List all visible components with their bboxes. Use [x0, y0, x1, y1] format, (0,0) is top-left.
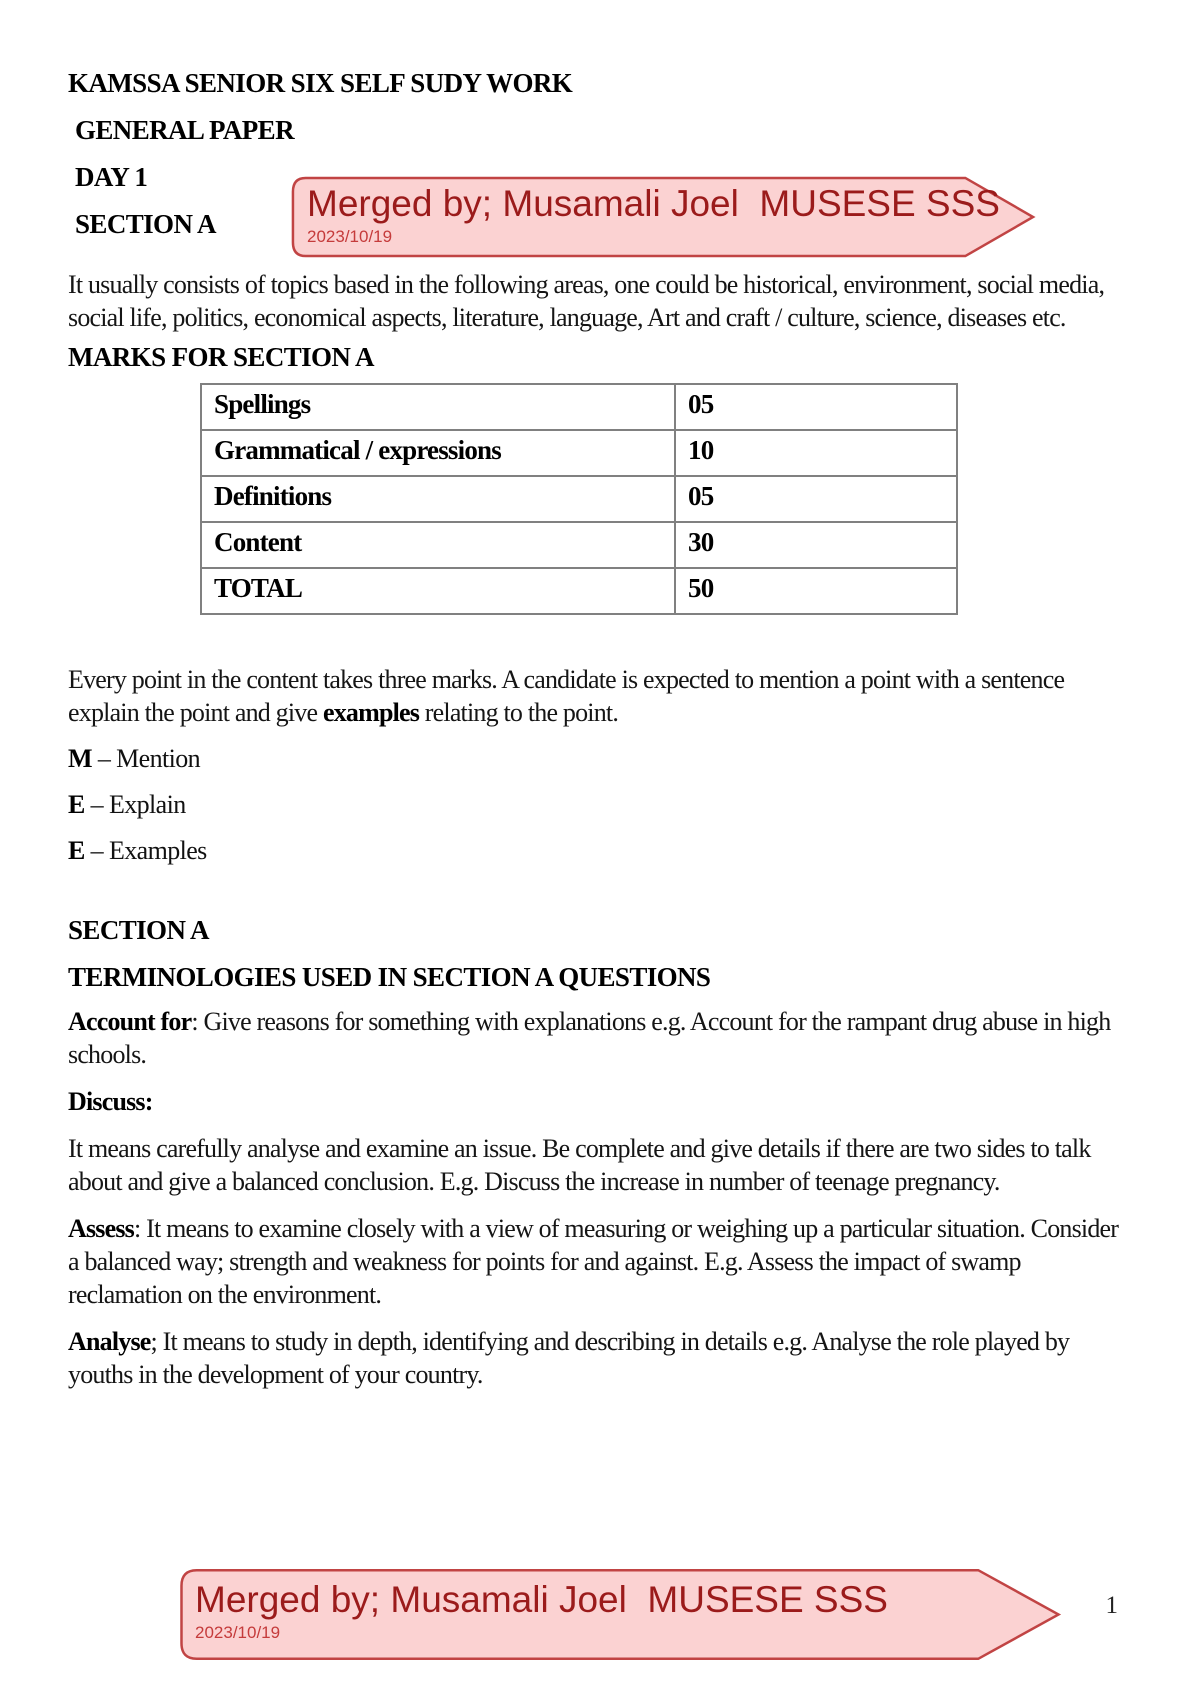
marks-row-value: 05	[675, 384, 957, 430]
marks-table	[200, 383, 958, 615]
note-text-after: relating to the point.	[419, 698, 619, 727]
doc-title: KAMSSA SENIOR SIX SELF SUDY WORK	[68, 68, 573, 98]
term-definition: It means carefully analyse and examine an issue. Be complete and give details if there are two sides to talk about and give a balanced conclusion. E.g. Discuss the increase in number of teenage pregnancy.	[68, 1134, 1091, 1196]
term-sep: :	[191, 1007, 204, 1036]
mee-letter: M	[68, 744, 92, 773]
marks-row-label: Definitions	[201, 476, 675, 522]
mee-letter: E	[68, 836, 85, 865]
term-assess	[68, 1212, 1124, 1311]
term-definition: It means to examine closely with a view of measuring or weighing up a particular situation. Consider a balanced way; strength and weakness for points for and against. E.g. Assess the impact of swamp reclamation on the environment.	[68, 1214, 1119, 1309]
marks-row-label: TOTAL	[201, 568, 675, 614]
term-definition: It means to study in depth, identifying and describing in details e.g. Analyse the role played by youths in the development of your country.	[68, 1327, 1070, 1389]
table-row	[201, 568, 957, 614]
merge-stamp-top	[290, 176, 1036, 258]
section-a-heading: SECTION A	[68, 915, 209, 945]
term-name: Assess	[68, 1214, 134, 1243]
term-sep: ;	[150, 1327, 163, 1356]
table-row	[201, 384, 957, 430]
stamp-title: Merged by; Musamali Joel MUSESE SSS	[195, 1579, 888, 1620]
stamp-text-block	[178, 1568, 1062, 1647]
page-number: 1	[1105, 1592, 1118, 1619]
doc-subject-heading: GENERAL PAPER	[75, 115, 294, 145]
marks-row-value: 30	[675, 522, 957, 568]
term-discuss-definition	[68, 1132, 1124, 1198]
term-account-for	[68, 1005, 1124, 1071]
term-name: Discuss:	[68, 1087, 153, 1116]
intro-paragraph: It usually consists of topics based in the following areas, one could be historical, environment, social media, social life, politics, economical aspects, literature, language, Art and craft / culture, science, diseases etc.	[68, 270, 1105, 332]
mee-item-mention	[68, 742, 1124, 775]
mee-word: – Explain	[84, 790, 186, 819]
marks-row-value: 05	[675, 476, 957, 522]
term-discuss	[68, 1085, 1124, 1118]
term-sep: :	[134, 1214, 147, 1243]
stamp-date: 2023/10/19	[307, 227, 393, 246]
marks-row-label: Spellings	[201, 384, 675, 430]
table-row	[201, 430, 957, 476]
marks-row-value: 50	[675, 568, 957, 614]
term-analyse	[68, 1325, 1124, 1391]
mee-letter: E	[68, 790, 85, 819]
stamp-date: 2023/10/19	[195, 1623, 281, 1642]
table-row	[201, 476, 957, 522]
marks-row-label: Content	[201, 522, 675, 568]
stamp-text-block	[290, 176, 1036, 251]
term-name: Account for	[68, 1007, 192, 1036]
term-definition: Give reasons for something with explanations e.g. Account for the rampant drug abuse in high schools.	[68, 1007, 1111, 1069]
term-name: Analyse	[68, 1327, 151, 1356]
doc-day-heading: DAY 1	[75, 162, 148, 192]
stamp-title: Merged by; Musamali Joel MUSESE SSS	[307, 183, 1000, 224]
marks-note-paragraph	[68, 663, 1124, 729]
section-a-top-heading: SECTION A	[75, 209, 216, 239]
merge-stamp-bottom	[178, 1568, 1062, 1661]
marks-row-value: 10	[675, 430, 957, 476]
marks-section-heading: MARKS FOR SECTION A	[68, 342, 374, 372]
note-bold-word: examples	[322, 698, 420, 727]
mee-item-examples	[68, 834, 1124, 867]
mee-item-explain	[68, 788, 1124, 821]
mee-word: – Examples	[84, 836, 207, 865]
note-text-before: Every point in the content takes three marks. A candidate is expected to mention a point with a sentence explain the point and give	[68, 665, 1065, 727]
mee-word: – Mention	[91, 744, 201, 773]
marks-row-label: Grammatical / expressions	[201, 430, 675, 476]
table-row	[201, 522, 957, 568]
terminologies-heading: TERMINOLOGIES USED IN SECTION A QUESTIONS	[68, 962, 711, 992]
